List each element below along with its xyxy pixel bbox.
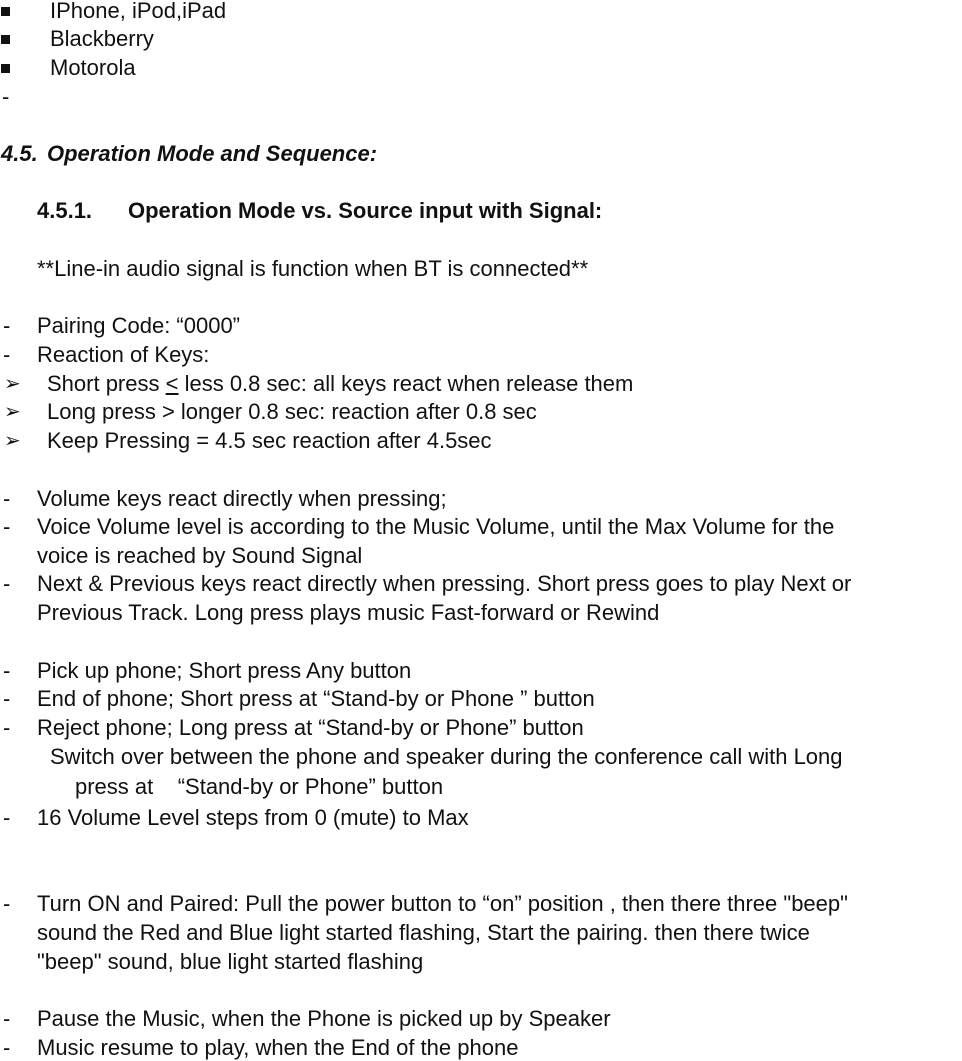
switch-over-line-2: press at “Stand-by or Phone” button [75,774,444,799]
short-press-text-b: less 0.8 sec: all keys react when release them [178,371,634,396]
voice-volume-line-2: voice is reached by Sound Signal [37,543,363,568]
list-dash: - [3,486,11,511]
volume-steps-line: 16 Volume Level steps from 0 (mute) to Max [37,805,469,830]
device-item-iphone: IPhone, iPod,iPad [50,0,227,23]
bullet-square [1,64,10,73]
keep-press-line: Keep Pressing = 4.5 sec reaction after 4.5sec [47,428,492,453]
pick-up-line: Pick up phone; Short press Any button [37,658,412,683]
switch-over-line-1: Switch over between the phone and speaker during the conference call with Long [50,744,843,769]
list-dash: - [3,1035,11,1060]
short-press-text-a: Short press [47,371,166,396]
turn-on-line-2: sound the Red and Blue light started flashing, Start the pairing. then there twice [37,920,810,945]
pause-music-line: Pause the Music, when the Phone is picked up by Speaker [37,1006,611,1031]
line-in-note: **Line-in audio signal is function when BT is connected** [37,256,589,281]
turn-on-line-1: Turn ON and Paired: Pull the power button to “on” position , then there three "beep" [37,891,848,916]
list-dash: - [3,514,11,539]
arrow-bullet-icon: ➢ [4,373,21,395]
volume-keys-line: Volume keys react directly when pressing; [37,486,447,511]
next-prev-line-1: Next & Previous keys react directly when pressing. Short press goes to play Next or [37,571,852,596]
subsection-title: Operation Mode vs. Source input with Signal: [128,198,603,223]
list-dash: - [3,715,11,740]
reject-phone-line: Reject phone; Long press at “Stand-by or Phone” button [37,715,584,740]
resume-music-line: Music resume to play, when the End of the phone [37,1035,519,1060]
bullet-square [1,7,10,16]
pairing-code: Pairing Code: “0000” [37,313,241,338]
turn-on-line-3: "beep" sound, blue light started flashing [37,949,424,974]
device-item-motorola: Motorola [50,55,136,80]
stray-dash: - [2,84,10,109]
list-dash: - [3,891,11,916]
list-dash: - [3,342,11,367]
list-dash: - [3,1006,11,1031]
device-item-blackberry: Blackberry [50,26,154,51]
section-number: 4.5. [1,141,38,166]
section-title: Operation Mode and Sequence: [47,141,378,166]
arrow-bullet-icon: ➢ [4,401,21,423]
next-prev-line-2: Previous Track. Long press plays music Fast-forward or Rewind [37,600,660,625]
subsection-number: 4.5.1. [37,198,93,223]
end-phone-line: End of phone; Short press at “Stand-by or Phone ” button [37,686,595,711]
list-dash: - [3,805,11,830]
list-dash: - [3,571,11,596]
short-press-line [47,371,633,397]
less-or-equal-symbol: < [165,371,179,396]
voice-volume-line-1: Voice Volume level is according to the Music Volume, until the Max Volume for the [37,514,835,539]
list-dash: - [3,686,11,711]
long-press-line: Long press > longer 0.8 sec: reaction after 0.8 sec [47,399,537,424]
reaction-of-keys: Reaction of Keys: [37,342,210,367]
bullet-square [1,35,10,44]
list-dash: - [3,313,11,338]
list-dash: - [3,658,11,683]
arrow-bullet-icon: ➢ [4,430,21,452]
